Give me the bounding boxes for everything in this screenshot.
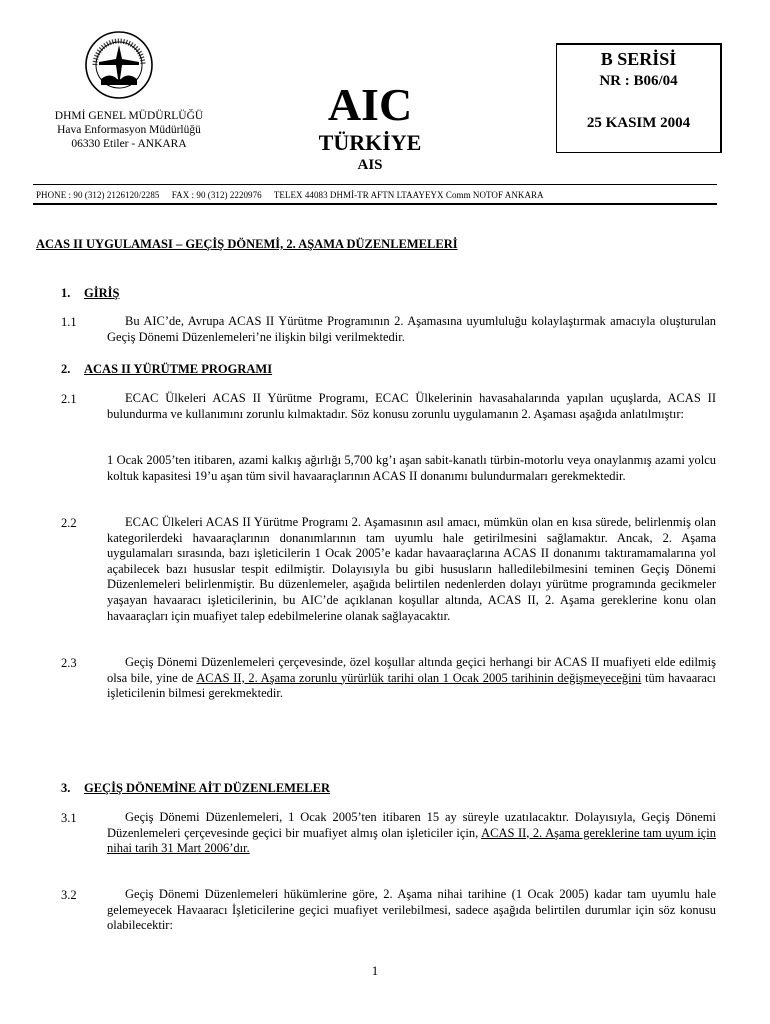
paragraph-2-2-text: ECAC Ülkeleri ACAS II Yürütme Programı 2. Aşamasının asıl amacı, mümkün olan en kısa sürede, belirlenmiş olan kategorilerdeki havaaraçlarının donanımlarının tam uyumlu hale getirilmesini sağlamaktır. Ancak, 2. Aşama uygulamaları sırasında, bazı işleticilerin 1 Ocak 2005’e kadar havaaraçlarına ACAS II donanımı taktıramamalarına yol açabilecek bazı hususlar tespit edilmiştir. Dolayısıyla bu gibi hususların halledilebilmesini teminen Geçiş Dönemi Düzenlemeleri belirlenmiştir. Bu düzenlemeler, aşağıda belirtilen nedenlerden dolayı yürütme programında gecikmeler yaşayan havaaracı işleticilerinin, bu AIC’de açıklanan koşullar altında, ACAS II, 2. Aşama gereklerine konu olan havaaraçları için muafiyet talep edebilmelerine olanak sağlayacaktır. [107, 515, 716, 623]
org-line-2: Hava Enformasyon Müdürlüğü [57, 124, 201, 136]
org-line-1: DHMİ GENEL MÜDÜRLÜĞÜ [54, 110, 204, 122]
dhmi-logo [83, 29, 155, 101]
section-1-number: 1. [61, 286, 71, 300]
section-1-title: GİRİŞ [84, 286, 120, 300]
org-line-3: 06330 Etiler - ANKARA [71, 138, 187, 150]
aic-title: AIC [327, 79, 413, 130]
paragraph-3-1-text: Geçiş Dönemi Düzenlemeleri, 1 Ocak 2005’ten itibaren 15 ay süreyle uzatılacaktır. Dolayısıyla, Geçiş Dönemi Düzenlemeleri çerçevesinde geçici bir muafiyet almış olan işleticiler için, [107, 810, 716, 840]
paragraph-3-2-text: Geçiş Dönemi Düzenlemeleri hükümlerine göre, 2. Aşama nihai tarihine (1 Ocak 2005) kadar tam uyumlu hale gelemeyecek Havaaracı İşleticilerine geçici muafiyet verilebilmesi, sadece aşağıda belirtilen durumlar için söz konusu olabilecektir: [107, 887, 716, 933]
paragraph-2-3-number: 2.3 [61, 656, 77, 670]
paragraph-3-1 [107, 810, 716, 857]
organization-block [34, 109, 224, 151]
paragraph-1-1-text: Bu AIC’de, Avrupa ACAS II Yürütme Programının 2. Aşamasına uyumluluğu kolaylaştırmak amacıyla oluşturulan Geçiş Dönemi Düzenlemeleri’ne ilişkin bilgi verilmektedir. [107, 314, 716, 344]
section-2-number: 2. [61, 362, 71, 376]
paragraph-1-1-number: 1.1 [61, 315, 77, 329]
paragraph-2-1 [107, 391, 716, 422]
paragraph-2-2-number: 2.2 [61, 516, 77, 530]
circular-number: NR : B06/04 [599, 73, 678, 89]
issue-date: 25 KASIM 2004 [586, 115, 691, 131]
service-label: AIS [357, 157, 383, 173]
paragraph-2-3-emphasis: ACAS II, 2. Aşama zorunlu yürürlük tarihi olan 1 Ocak 2005 tarihinin değişmeyeceğini [196, 670, 642, 685]
header-rule-bottom [33, 203, 717, 205]
fax-text: FAX : 90 (312) 2220976 [171, 190, 262, 200]
paragraph-2-3 [107, 655, 716, 702]
paragraph-2-3-text-end: tüm havaaracı işleticilenin bilmesi gerekmektedir. [107, 670, 717, 701]
contact-line [36, 190, 544, 201]
paragraph-2-1-text: ECAC Ülkeleri ACAS II Yürütme Programı, ECAC Ülkelerinin havasahalarında yapılan uçuşlarda, ACAS II bulundurma ve kullanımını zorunlu kılmaktadır. Söz konusu zorunlu uygulamanın 2. Aşaması aşağıda anlatılmıştır: [107, 391, 716, 421]
paragraph-3-2-number: 3.2 [61, 888, 77, 902]
document-title: ACAS II UYGULAMASI – GEÇİŞ DÖNEMİ, 2. AŞAMA DÜZENLEMELERİ [36, 237, 458, 251]
paragraph-2-1-requirement: 1 Ocak 2005’ten itibaren, azami kalkış ağırlığı 5,700 kg’ı aşan sabit-kanatlı türbin-motorlu veya onaylanmış azami yolcu koltuk kapasitesi 19’u aşan tüm sivil havaaraçlarının ACAS II donanımı bulundurmaları gerekmektedir. [107, 453, 716, 483]
paragraph-3-2 [107, 887, 716, 934]
section-3-title: GEÇİŞ DÖNEMİNE AİT DÜZENLEMELER [84, 781, 331, 795]
telex-text: TELEX 44083 DHMİ-TR AFTN LTAAYEYX Com [273, 190, 464, 200]
paragraph-3-1-number: 3.1 [61, 811, 77, 825]
series-label: B SERİSİ [600, 49, 677, 69]
page-number: 1 [371, 963, 379, 978]
paragraph-2-3-text: Geçiş Dönemi Düzenlemeleri çerçevesinde, özel koşullar altında geçici herhangi bir ACAS II muafiyeti elde edilmiş olsa bile, yine de [107, 655, 716, 685]
paragraph-1-1 [107, 314, 716, 345]
section-3-number: 3. [61, 781, 71, 795]
paragraph-2-2 [107, 515, 716, 624]
paragraph-2-1-number: 2.1 [61, 392, 77, 406]
header-rule-top [33, 184, 717, 185]
section-2-title: ACAS II YÜRÜTME PROGRAMI [84, 362, 273, 376]
country-title: TÜRKİYE [318, 130, 422, 155]
telex-text-tail: m NOTOF ANKARA [463, 190, 544, 200]
phone-text: PHONE : 90 (312) 2126120/2285 [36, 190, 160, 200]
series-box [556, 43, 722, 153]
paragraph-3-1-emphasis: ACAS II, 2. Aşama gereklerine tam uyum için nihai tarih 31 Mart 2006’dır. [107, 825, 716, 856]
